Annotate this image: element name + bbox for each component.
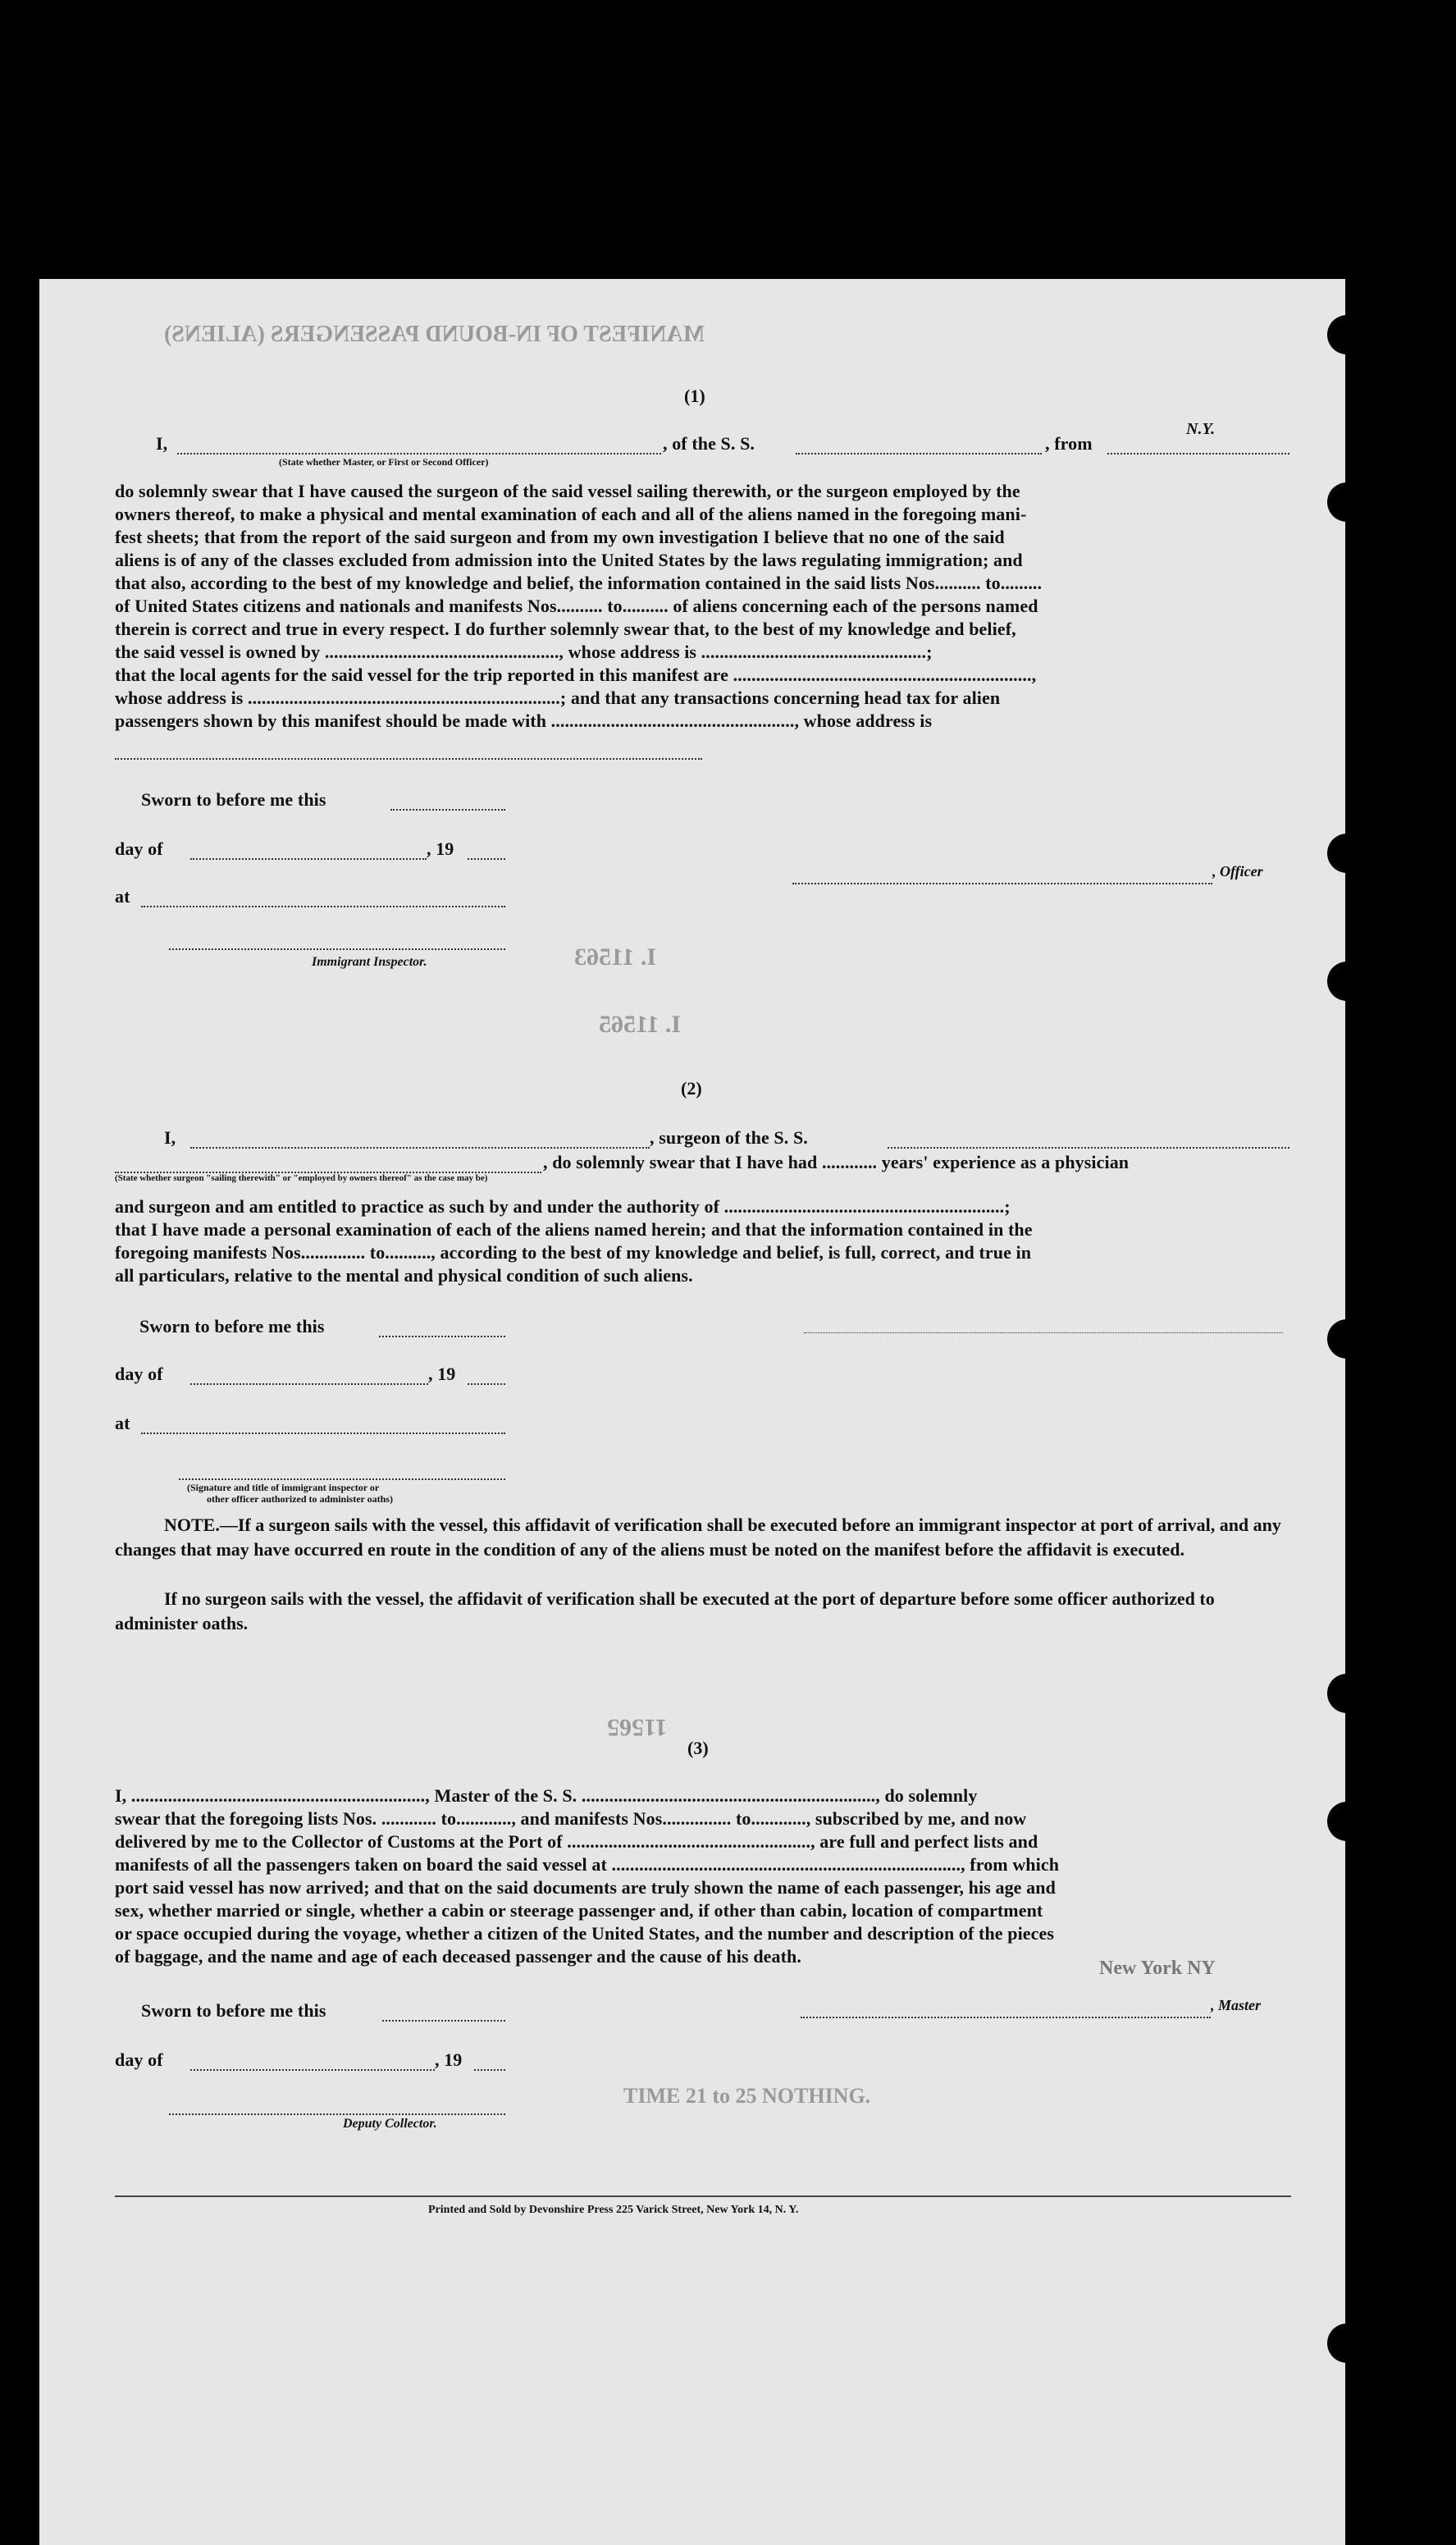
s1-year-field[interactable] (468, 858, 505, 860)
s3-para-4: port said vessel has now arrived; and that on the said documents are truly shown the name of each passenger, his age and (115, 1877, 1056, 1898)
s2-day-of-label: day of (115, 1364, 163, 1384)
s1-para-10: passengers shown by this manifest should be made with ....................................................., whose address is (115, 710, 933, 731)
s2-signature-caption-1: (Signature and title of immigrant inspector or (187, 1482, 380, 1493)
s2-signature-caption-2: other officer authorized to administer oaths) (207, 1493, 393, 1505)
punch-hole-4 (1327, 962, 1367, 1001)
s2-sworn-label: Sworn to before me this (139, 1316, 325, 1336)
s2-para-2: foregoing manifests Nos.............. to.........., according to the best of my knowledge and belief, is full, correct, and true in (115, 1242, 1032, 1263)
punch-hole-7 (1327, 1802, 1367, 1841)
bleed-number-1: I. 11563 (574, 944, 657, 971)
punch-hole-5 (1327, 1319, 1367, 1359)
bleed-number-3: 11565 (607, 1714, 668, 1741)
officer-signature-field[interactable] (792, 883, 1212, 884)
inspector-signature-field[interactable] (169, 948, 505, 950)
s3-day-of-label: day of (115, 2049, 163, 2070)
no-surgeon-note (115, 1587, 1288, 1636)
s1-at-field[interactable] (141, 906, 505, 907)
s1-para-4: that also, according to the best of my knowledge and belief, the information contained in the said lists Nos.......... to......... (115, 573, 1043, 593)
master-label: , Master (1211, 1997, 1262, 2013)
s3-para-7: of baggage, and the name and age of each deceased passenger and the cause of his death. (115, 1946, 801, 1967)
s1-para-1: owners thereof, to make a physical and mental examination of each and all of the aliens named in the foregoing mani- (115, 504, 1027, 524)
section-1-scrawl: N.Y. (1186, 420, 1216, 438)
note-body: —If a surgeon sails with the vessel, this affidavit of verification shall be executed before an immigrant inspector at port of arrival, and any changes that may have occurred en route in the condition of any of the aliens must be noted on the manifest before the affidavit is executed. (115, 1515, 1281, 1560)
s3-para-5: sex, whether married or single, whether a cabin or steerage passenger and, if other than cabin, location of compartment (115, 1900, 1043, 1921)
s2-year-field[interactable] (468, 1383, 505, 1385)
s1-sworn-label: Sworn to before me this (141, 789, 326, 810)
s1-year-label: , 19 (427, 838, 454, 859)
s2-at-field[interactable] (141, 1432, 505, 1434)
s3-para-2: delivered by me to the Collector of Customs at the Port of ....................................................., are full and perfect lists and (115, 1831, 1038, 1852)
s1-para-3: aliens is of any of the classes excluded from admission into the United States by the laws regulating immigration; and (115, 550, 1023, 570)
s2-ship-field[interactable] (888, 1147, 1289, 1149)
note-lead: NOTE. (164, 1515, 220, 1535)
from-port-field[interactable] (1107, 453, 1289, 455)
s1-para-8: that the local agents for the said vessel for the trip reported in this manifest are ................................................................., (115, 665, 1037, 685)
s1-para-2: fest sheets; that from the report of the said surgeon and from my own investigation I believe that no one of the said (115, 527, 1005, 547)
s3-para-0: I, ................................................................, Master of the S. S. ................................................................, do solemnly (115, 1785, 978, 1806)
officer-label: , Officer (1212, 863, 1263, 880)
s2-surgeon-label: , surgeon of the S. S. (650, 1127, 808, 1148)
s1-at-label: at (115, 886, 130, 907)
section-3-number: (3) (687, 1738, 709, 1758)
s1-month-field[interactable] (190, 858, 427, 860)
s3-para-6: or space occupied during the voyage, whether a citizen of the United States, and the number and description of the pieces (115, 1923, 1055, 1944)
section-1-number: (1) (684, 386, 705, 406)
s3-sworn-date-field[interactable] (382, 2020, 505, 2022)
head-tax-address-field[interactable] (115, 758, 702, 760)
master-signature-field[interactable] (801, 2017, 1211, 2018)
bleed-header: MANIFEST OF IN-BOUND PASSENGERS (ALIENS) (164, 322, 705, 347)
s3-year-field[interactable] (474, 2069, 505, 2071)
deputy-collector-label: Deputy Collector. (343, 2117, 437, 2131)
s2-signature-line[interactable] (804, 1332, 1283, 1333)
immigrant-inspector-label: Immigrant Inspector. (312, 955, 427, 969)
s2-month-field[interactable] (190, 1383, 428, 1385)
s2-administrator-field[interactable] (179, 1478, 505, 1480)
section-1-lead: I, (156, 433, 168, 454)
section-1-caption: (State whether Master, or First or Second Officer) (279, 456, 489, 468)
section-1-ss-label: , of the S. S. (663, 433, 755, 454)
s1-para-9: whose address is ....................................................................; and that any transactions concerning head tax for alien (115, 688, 1001, 708)
s2-para-1: that I have made a personal examination of each of the aliens named herein; and that the information contained in the (115, 1219, 1033, 1240)
s1-para-6: therein is correct and true in every respect. I do further solemnly swear that, to the best of my knowledge and belief, (115, 619, 1016, 639)
bleed-ship-line: TIME 21 to 25 NOTHING. (623, 2084, 871, 2108)
printer-footer: Printed and Sold by Devonshire Press 225 Varick Street, New York 14, N. Y. (428, 2204, 799, 2216)
bleed-new-york: New York NY (1099, 1958, 1216, 1979)
ship-name-field[interactable] (796, 453, 1042, 455)
s3-sworn-label: Sworn to before me this (141, 2000, 326, 2021)
s2-para-3: all particulars, relative to the mental and physical condition of such aliens. (115, 1265, 693, 1286)
s3-year-label: , 19 (435, 2049, 463, 2070)
s1-day-of-label: day of (115, 838, 163, 859)
section-2-number: (2) (681, 1078, 702, 1099)
s2-at-label: at (115, 1413, 130, 1433)
deputy-signature-field[interactable] (169, 2113, 505, 2115)
s2-line2: , do solemnly swear that I have had ............ years' experience as a physician (543, 1152, 1130, 1172)
s1-sworn-date-field[interactable] (390, 809, 505, 811)
master-name-field[interactable] (177, 453, 661, 455)
footer-rule (115, 2195, 1291, 2197)
bleed-number-2: I. 11565 (599, 1011, 682, 1038)
s2-para-0: and surgeon and am entitled to practice as such by and under the authority of .............................................................; (115, 1196, 1011, 1217)
s3-para-1: swear that the foregoing lists Nos. ............ to............, and manifests Nos............... to............, subscribed by me, and now (115, 1808, 1027, 1829)
s2-sworn-date-field[interactable] (379, 1336, 505, 1337)
surgeon-name-field[interactable] (190, 1147, 650, 1149)
s2-year-label: , 19 (428, 1364, 456, 1384)
s1-para-5: of United States citizens and nationals and manifests Nos.......... to.......... of aliens concerning each of the persons named (115, 596, 1038, 616)
s3-month-field[interactable] (190, 2069, 435, 2071)
note2-body: If no surgeon sails with the vessel, the affidavit of verification shall be executed at the port of departure before some officer authorized to administer oaths. (115, 1588, 1215, 1633)
s3-para-3: manifests of all the passengers taken on board the said vessel at ............................................................................, from which (115, 1854, 1060, 1875)
punch-hole-6 (1327, 1674, 1367, 1713)
punch-hole-3 (1327, 834, 1367, 873)
punch-hole-8 (1327, 2323, 1367, 2363)
surgeon-note (115, 1513, 1288, 1562)
s2-lead: I, (164, 1127, 176, 1148)
s2-caption: (State whether surgeon "sailing therewith" or "employed by owners thereof" as the case may be) (115, 1173, 488, 1183)
punch-hole-2 (1327, 482, 1367, 522)
s1-para-0: do solemnly swear that I have caused the surgeon of the said vessel sailing therewith, or the surgeon employed by the (115, 481, 1020, 501)
section-1-from-label: , from (1045, 433, 1093, 454)
punch-hole-1 (1327, 315, 1367, 354)
s1-para-7: the said vessel is owned by ..................................................., whose address is .................................................; (115, 642, 933, 662)
